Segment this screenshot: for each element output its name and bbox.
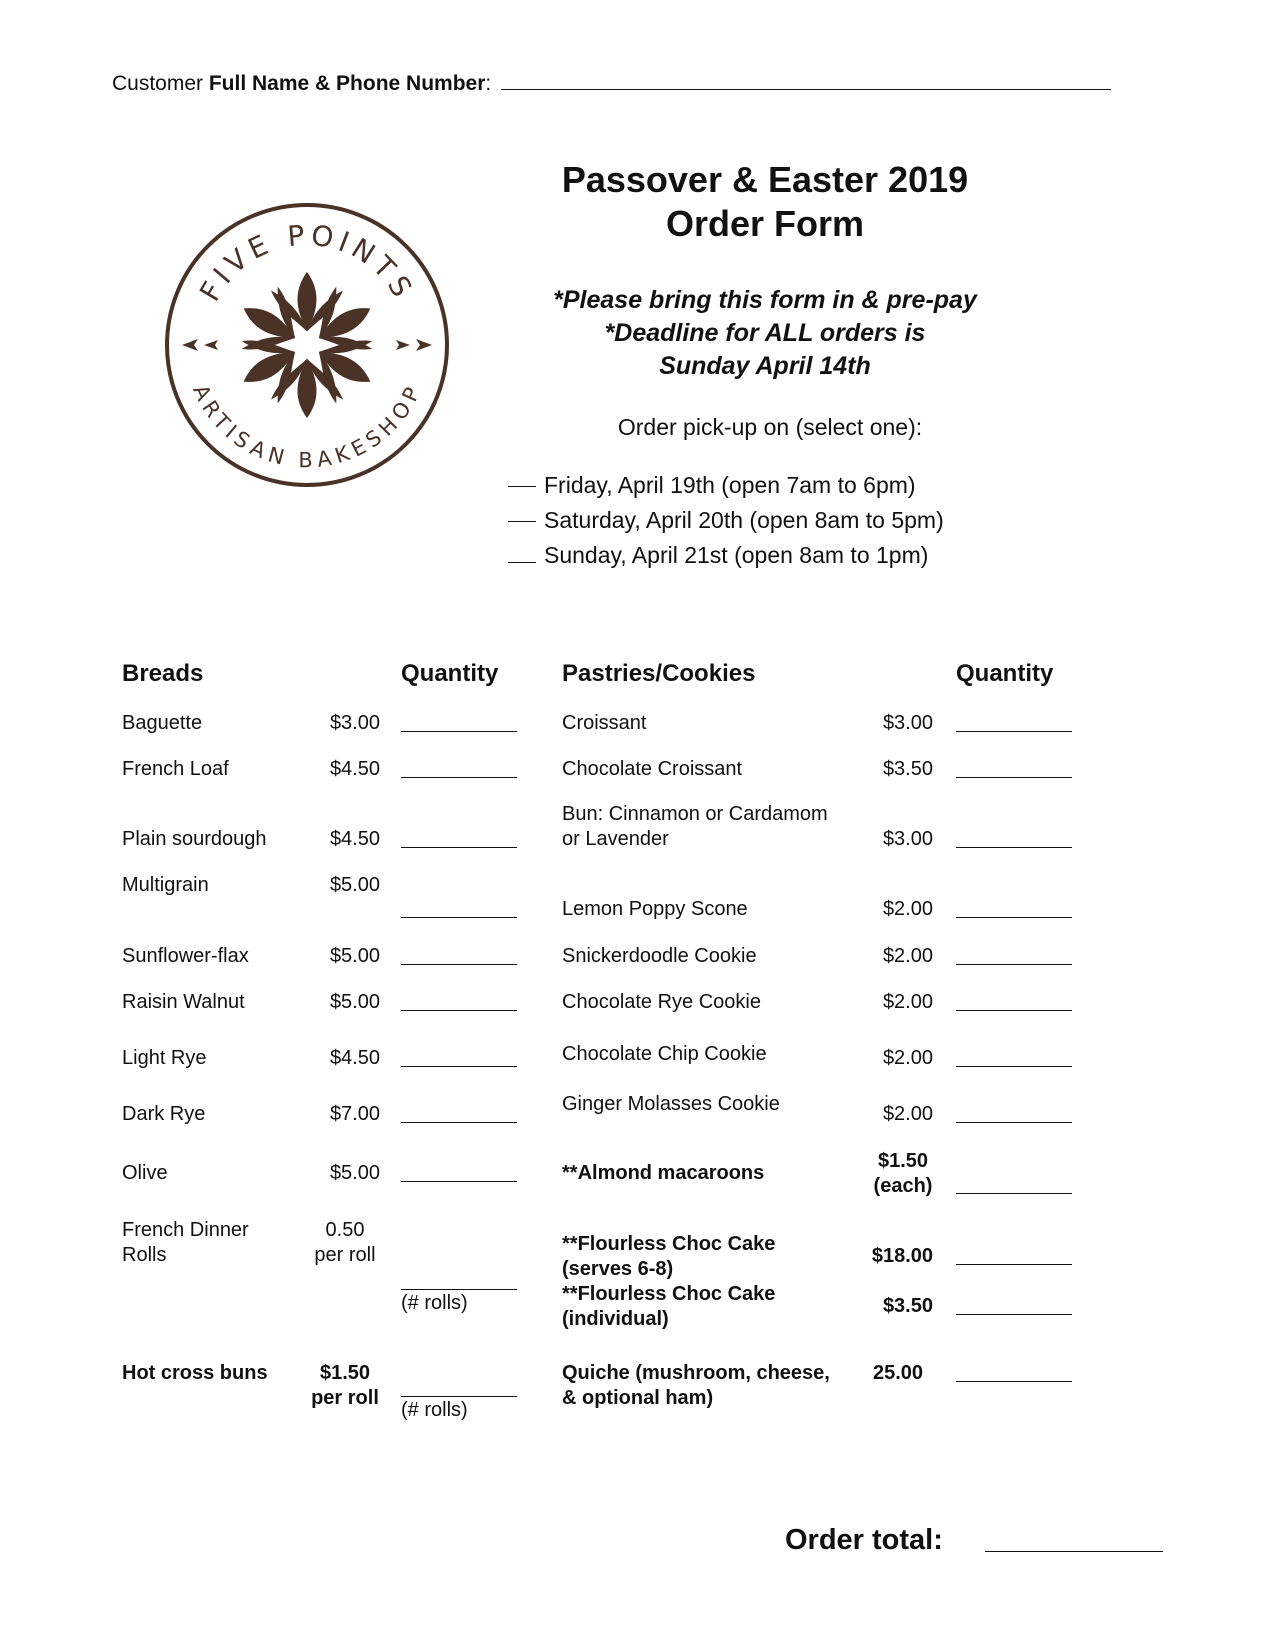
pastry-price — [853, 1149, 953, 1199]
customer-name-phone-field[interactable] — [112, 72, 1111, 96]
pastry-name-line-1: **Flourless Choc Cake — [562, 1233, 776, 1255]
pastry-quantity-blank[interactable] — [956, 731, 1072, 732]
pastry-quantity-blank[interactable] — [956, 1314, 1072, 1315]
bread-quantity-blank[interactable] — [401, 917, 517, 918]
bread-price: $5.00 — [329, 874, 380, 896]
pastry-name-line-2: & optional ham) — [562, 1387, 714, 1409]
pastry-name: Snickerdoodle Cookie — [562, 945, 757, 967]
pastry-name: Croissant — [562, 712, 647, 734]
bread-quantity-blank[interactable] — [401, 847, 517, 848]
pastry-quantity-blank[interactable] — [956, 1066, 1072, 1067]
bread-price: $4.50 — [329, 828, 380, 850]
bread-price: $5.00 — [329, 991, 380, 1013]
bread-quantity-blank[interactable] — [401, 731, 517, 732]
bread-name: Sunflower-flax — [122, 945, 249, 967]
notice-line-1: *Please bring this form in & pre-pay — [553, 286, 977, 314]
logo-bottom-text: ARTISAN BAKESHOP — [188, 381, 426, 473]
pastries-header: Pastries/Cookies — [562, 660, 756, 687]
bread-quantity-blank[interactable] — [401, 1289, 517, 1290]
bread-name: Baguette — [122, 712, 203, 734]
pastry-quantity-blank[interactable] — [956, 1381, 1072, 1382]
bread-name: Raisin Walnut — [122, 991, 245, 1013]
pastry-quantity-blank[interactable] — [956, 777, 1072, 778]
bread-price: $3.00 — [329, 712, 380, 734]
prepay-notice — [500, 284, 1030, 383]
pastry-quantity-blank[interactable] — [956, 917, 1072, 918]
pastry-quantity-blank[interactable] — [956, 1193, 1072, 1194]
order-total-label: Order total: — [785, 1524, 943, 1556]
notice-line-3: Sunday April 14th — [659, 352, 871, 380]
pastry-price: $18.00 — [871, 1245, 933, 1267]
pastry-quantity-blank[interactable] — [956, 847, 1072, 848]
pastry-name: Lemon Poppy Scone — [562, 898, 748, 920]
pastry-price: $2.00 — [882, 945, 933, 967]
pastry-price: $2.00 — [882, 898, 933, 920]
pastry-price: $3.00 — [882, 712, 933, 734]
customer-name-blank[interactable] — [501, 89, 1111, 90]
title-line-2: Order Form — [665, 203, 865, 244]
title-line-1: Passover & Easter 2019 — [561, 159, 969, 200]
pastry-quantity-blank[interactable] — [956, 1122, 1072, 1123]
notice-line-2: *Deadline for ALL orders is — [604, 319, 926, 347]
bread-price: $7.00 — [329, 1103, 380, 1125]
pastry-name: **Almond macaroons — [562, 1162, 765, 1184]
bread-price: $5.00 — [329, 1162, 380, 1184]
customer-label-suffix: : — [485, 72, 492, 95]
bread-quantity-blank[interactable] — [401, 1010, 517, 1011]
pastry-name-line-1: Quiche (mushroom, cheese, — [562, 1362, 830, 1384]
pastry-name: Chocolate Chip Cookie — [562, 1043, 767, 1065]
pastry-quantity-blank[interactable] — [956, 1010, 1072, 1011]
pastry-price: $2.00 — [882, 1047, 933, 1069]
bread-name-line-2: Rolls — [122, 1244, 167, 1266]
pickup-select-blank[interactable] — [508, 521, 536, 522]
bread-quantity-blank[interactable] — [401, 1181, 517, 1182]
bread-name: Hot cross buns — [122, 1362, 268, 1384]
pastry-price: $2.00 — [882, 1103, 933, 1125]
bread-name: French Loaf — [122, 758, 229, 780]
pastry-name — [562, 802, 828, 852]
pastry-price: $2.00 — [882, 991, 933, 1013]
bread-name: Plain sourdough — [122, 828, 267, 850]
bread-price-line-1: $1.50 — [319, 1362, 371, 1384]
bread-price — [295, 1218, 395, 1268]
bread-price — [295, 1361, 395, 1411]
bread-price: $5.00 — [329, 945, 380, 967]
bread-price: $4.50 — [329, 1047, 380, 1069]
pastry-price: $3.50 — [882, 1295, 933, 1317]
form-title — [520, 158, 1010, 246]
bread-quantity-blank[interactable] — [401, 964, 517, 965]
pastry-name-line-1: **Flourless Choc Cake — [562, 1283, 776, 1305]
bread-price: $4.50 — [329, 758, 380, 780]
pastry-quantity-blank[interactable] — [956, 964, 1072, 965]
pastry-name: Chocolate Croissant — [562, 758, 743, 780]
flower-emblem-icon — [226, 272, 389, 418]
pastry-price: $3.50 — [882, 758, 933, 780]
bread-name: Light Rye — [122, 1047, 207, 1069]
pickup-label: Order pick-up on (select one): — [617, 414, 923, 440]
bread-name: Dark Rye — [122, 1103, 206, 1125]
bread-quantity-blank[interactable] — [401, 1122, 517, 1123]
bakery-logo — [160, 198, 454, 492]
customer-label-bold: Full Name & Phone Number — [208, 72, 486, 95]
bread-name-line-1: French Dinner — [122, 1219, 249, 1241]
pastry-price-line-1: $1.50 — [877, 1150, 929, 1172]
pastry-name-line-2: (individual) — [562, 1308, 669, 1330]
bread-name: Olive — [122, 1162, 168, 1184]
pastry-price: 25.00 — [873, 1362, 924, 1384]
pastry-name: Chocolate Rye Cookie — [562, 991, 761, 1013]
pickup-select-blank[interactable] — [508, 544, 536, 563]
pastry-name — [562, 1361, 830, 1411]
pickup-option[interactable] — [508, 542, 928, 569]
bread-price-line-1: 0.50 — [325, 1219, 365, 1241]
bread-price-line-2: per roll — [314, 1244, 376, 1266]
pastry-name — [562, 1232, 775, 1282]
pickup-option-label: Saturday, April 20th (open 8am to 5pm) — [544, 507, 944, 533]
customer-label-prefix: Customer — [112, 72, 209, 95]
pickup-option-label: Sunday, April 21st (open 8am to 1pm) — [544, 542, 929, 568]
bread-quantity-blank[interactable] — [401, 1066, 517, 1067]
bread-name — [122, 1218, 249, 1268]
bread-quantity-blank[interactable] — [401, 777, 517, 778]
pastry-name-line-2: or Lavender — [562, 828, 669, 850]
bread-name: Multigrain — [122, 874, 209, 896]
pickup-option-label: Friday, April 19th (open 7am to 6pm) — [544, 472, 916, 498]
pickup-option[interactable] — [508, 472, 916, 499]
pastry-name-line-2: (serves 6-8) — [562, 1258, 674, 1280]
side-leaves-icon — [182, 339, 432, 351]
bread-quantity-blank[interactable] — [401, 1396, 517, 1397]
pastry-name-line-1: Bun: Cinnamon or Cardamom — [562, 803, 828, 825]
pastry-price: $3.00 — [882, 828, 933, 850]
quantity-note: (# rolls) — [401, 1399, 468, 1421]
pickup-option[interactable] — [508, 507, 944, 534]
pastries-quantity-header: Quantity — [956, 660, 1054, 687]
pastry-price-line-2: (each) — [873, 1175, 933, 1197]
pastry-quantity-blank[interactable] — [956, 1264, 1072, 1265]
breads-header: Breads — [122, 660, 204, 687]
quantity-note: (# rolls) — [401, 1292, 468, 1314]
logo-top-text: FIVE POINTS — [193, 218, 421, 307]
order-total-blank[interactable] — [985, 1551, 1163, 1552]
breads-quantity-header: Quantity — [401, 660, 499, 687]
bread-price-line-2: per roll — [311, 1387, 379, 1409]
pastry-name — [562, 1282, 775, 1332]
pickup-select-blank[interactable] — [508, 486, 536, 487]
pastry-name: Ginger Molasses Cookie — [562, 1093, 780, 1115]
